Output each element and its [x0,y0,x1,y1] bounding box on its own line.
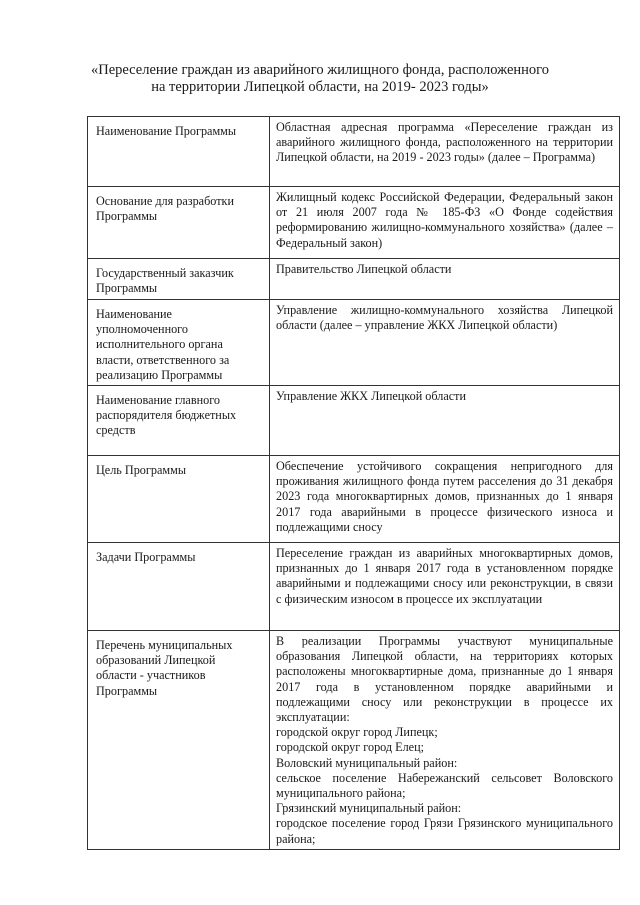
row-label-cell [88,631,270,850]
row-label: Наименование главного распорядителя бюджетных средств [96,393,237,438]
row-label-cell [88,259,270,300]
participant-item: городской округ город Липецк; [276,725,438,740]
row-label-cell [88,117,270,187]
row-label-cell [88,386,270,456]
row-label: Основание для разработки Программы [96,194,234,224]
participants-intro: В реализации Программы участвуют муниципальные образования Липецкой области, на территориях которых расположены многоквартирные дома, признанные до 1 января 2017 года в установленном порядке аварийными и подлежащими сносу или реконструкции в процессе их эксплуатации: [276,634,613,725]
participant-item: Грязинский муниципальный район: [276,801,462,816]
program-passport-table [87,116,620,850]
row-value-cell [270,259,620,300]
row-label: Задачи Программы [96,550,196,565]
row-label: Наименование Программы [96,124,237,138]
document-title-line-2: на территории Липецкой области, на 2019- 2023 годы» [151,79,489,95]
row-label-cell [88,456,270,543]
table-row [88,300,620,386]
row-label: Государственный заказчик Программы [96,266,234,296]
row-value: Обеспечение устойчивого сокращения непригодного для проживания жилищного фонда путем расселения до 31 декабря 2023 года многоквартирных домов, признанных до 1 января 2017 года аварийными в процессе физического износа и подлежащими сносу [276,459,613,534]
row-value-cell [270,543,620,631]
row-label: Перечень муниципальных образований Липецкой области - участников Программы [96,638,233,698]
table-row [88,117,620,187]
row-value: Правительство Липецкой области [276,262,452,276]
participant-item: Воловский муниципальный район: [276,755,458,770]
row-value: Жилищный кодекс Российской Федерации, Федеральный закон от 21 июля 2007 года № 185-ФЗ «О Фонде содействия реформированию жилищно-коммунального хозяйства» (далее – Федеральный закон) [276,190,613,250]
table-row [88,187,620,259]
table-row [88,386,620,456]
row-value-cell [270,117,620,187]
row-value-cell [270,631,620,850]
row-label: Наименование уполномоченного исполнительного органа власти, ответственного за реализацию Программы [96,307,230,382]
participant-item: городское поселение город Грязи Грязинского муниципального района; [276,816,613,846]
row-value: Управление жилищно-коммунального хозяйства Липецкой области (далее – управление ЖКХ Липецкой области) [276,303,613,333]
table-row [88,259,620,300]
row-value-cell [270,386,620,456]
row-value: Управление ЖКХ Липецкой области [276,389,467,404]
table-row [88,543,620,631]
participant-item: городской округ город Елец; [276,740,425,755]
row-value: Областная адресная программа «Переселение граждан из аварийного жилищного фонда, расположенного на территории Липецкой области, на 2019 - 2023 годы» (далее – Программа) [276,120,613,165]
row-label-cell [88,187,270,259]
row-label-cell [88,300,270,386]
row-label: Цель Программы [96,463,187,478]
row-value-cell [270,187,620,259]
row-value: Переселение граждан из аварийных многоквартирных домов, признанных до 1 января 2017 года в установленном порядке аварийными и подлежащими сносу или реконструкции, в связи с физическим износом в процессе их эксплуатации [276,546,613,606]
table-row [88,631,620,850]
row-value-cell [270,300,620,386]
document-title [60,62,580,96]
row-label-cell [88,543,270,631]
document-title-line-1: «Переселение граждан из аварийного жилищного фонда, расположенного [90,62,550,78]
table-row [88,456,620,543]
participant-item: сельское поселение Набережанский сельсовет Воловского муниципального района; [276,770,613,801]
row-value-cell [270,456,620,543]
